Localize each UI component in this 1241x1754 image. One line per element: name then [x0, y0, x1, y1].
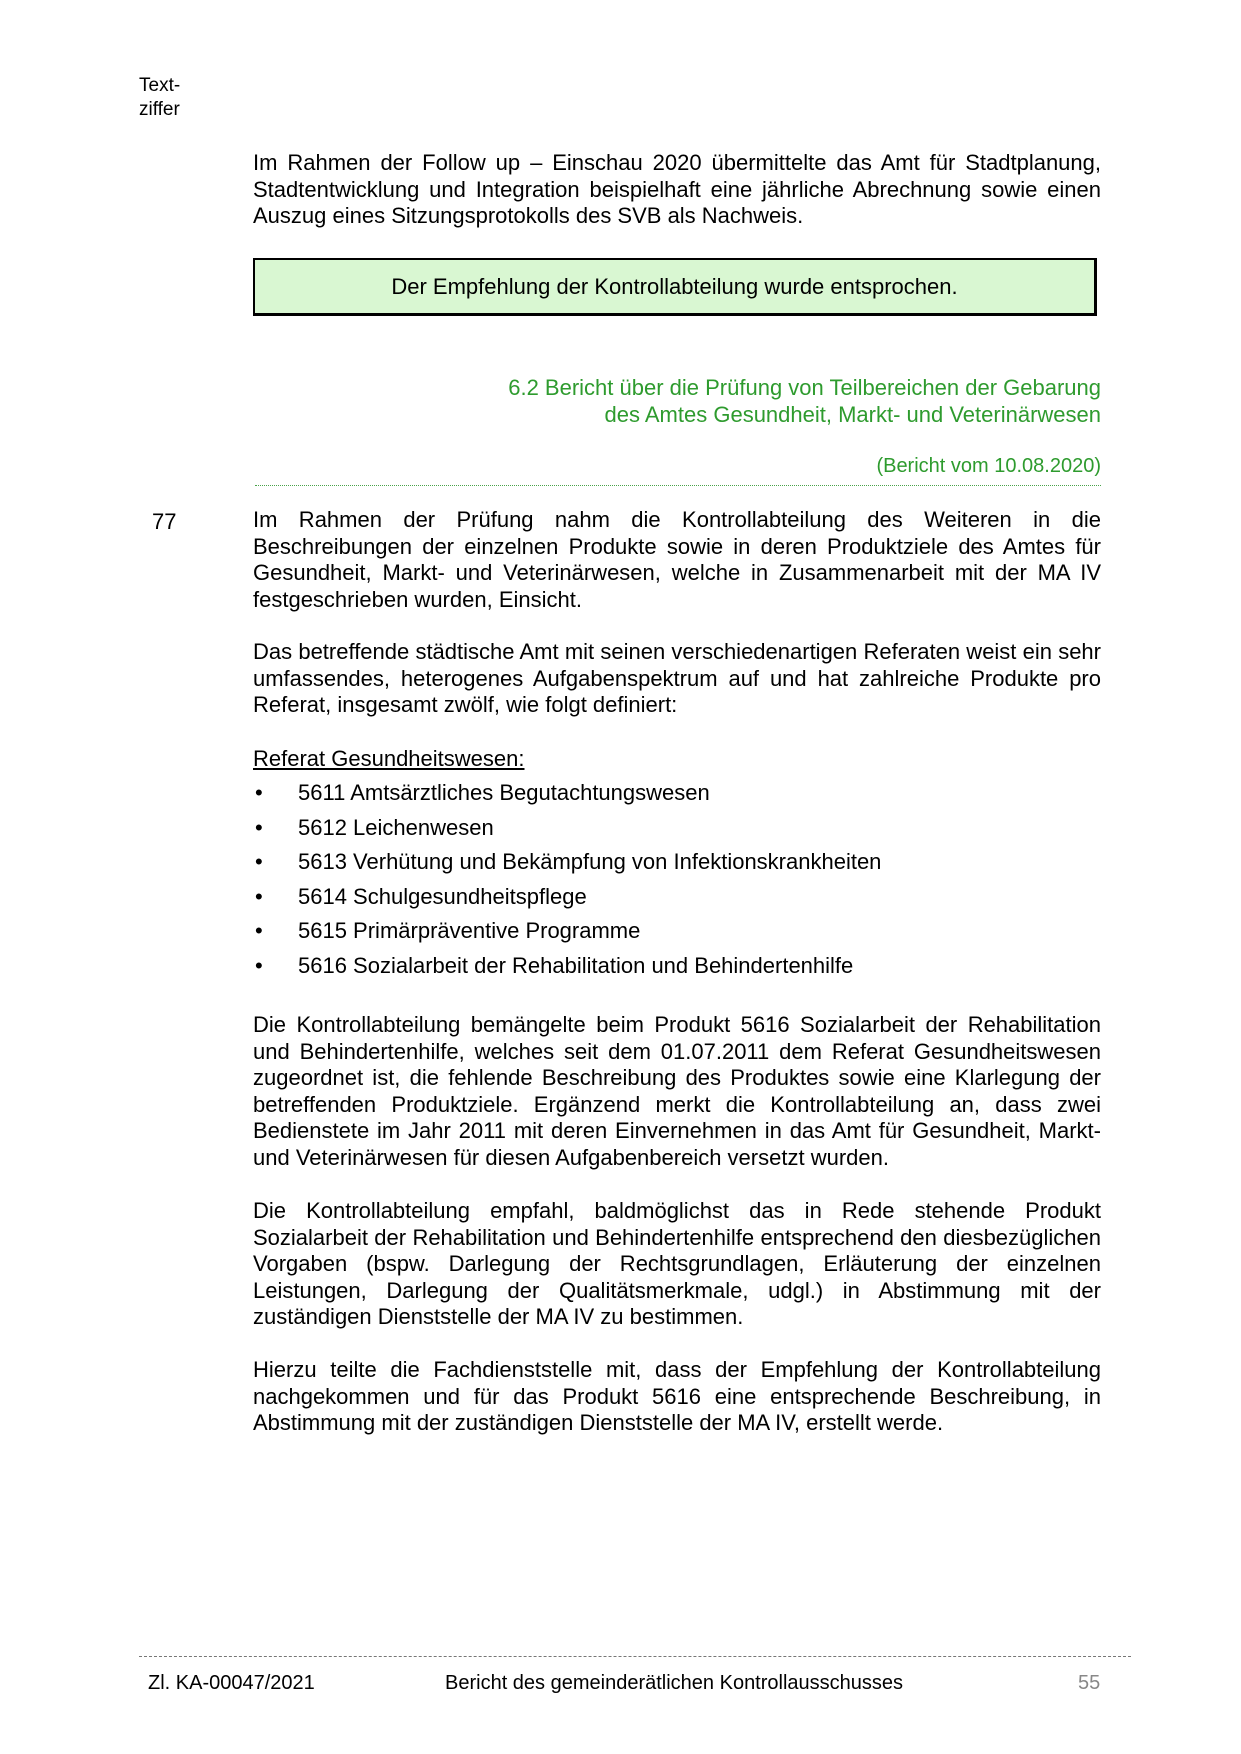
referat-heading: Referat Gesundheitswesen: — [253, 746, 525, 771]
product-label: 5615 Primärpräventive Programme — [298, 918, 641, 943]
textziffer-label-line2: ziffer — [139, 99, 180, 120]
result-box-text: Der Empfehlung der Kontrollabteilung wurde entsprochen. — [391, 273, 958, 299]
list-item — [253, 884, 881, 919]
textziffer-label — [139, 74, 180, 122]
textziffer-label-line1: Text- — [139, 75, 181, 96]
bullet-icon: • — [255, 849, 263, 874]
bullet-icon: • — [255, 952, 263, 978]
product-list — [253, 780, 881, 987]
report-date: (Bericht vom 10.08.2020) — [876, 455, 1101, 477]
bullet-icon: • — [255, 814, 263, 840]
paragraph-3: Die Kontrollabteilung bemängelte beim Produkt 5616 Sozialarbeit der Rehabilitation und Behindertenhilfe, welches seit dem 01.07.2011 dem Referat Gesundheitswesen zugeordnet ist, die fehlende Beschreibung des Produktes sowie eine Klarlegung der betreffenden Produktziele. Ergänzend merkt die Kontrollabteilung an, dass zwei Bedienstete im Jahr 2011 mit deren Einvernehmen in das Amt für Gesundheit, Markt- und Veterinärwesen für diesen Aufgabenbereich versetzt wurden. — [253, 1012, 1101, 1170]
section-heading — [401, 374, 1101, 428]
intro-paragraph: Im Rahmen der Follow up – Einschau 2020 übermittelte das Amt für Stadtplanung, Stadtentwicklung und Integration beispielhaft eine jährliche Abrechnung sowie einen Auszug eines Sitzungsprotokolls des SVB als Nachweis. — [253, 150, 1101, 228]
footer-reference: Zl. KA-00047/2021 — [148, 1672, 315, 1694]
paragraph-4: Die Kontrollabteilung empfahl, baldmöglichst das in Rede stehende Produkt Sozialarbeit der Rehabilitation und Behindertenhilfe entsprechend den diesbezüglichen Vorgaben (bspw. Darlegung der Rechtsgrundlagen, Erläuterung der einzelnen Leistungen, Darlegung der Qualitätsmerkmale, udgl.) in Abstimmung mit der zuständigen Dienststelle der MA IV zu bestimmen. — [253, 1198, 1101, 1329]
list-item — [253, 780, 881, 815]
section-heading-line1: 6.2 Bericht über die Prüfung von Teilbereichen der Gebarung — [508, 375, 1101, 400]
bullet-icon: • — [255, 780, 263, 805]
product-label: 5611 Amtsärztliches Begutachtungswesen — [298, 780, 710, 805]
bullet-icon: • — [255, 918, 263, 943]
section-heading-line2: des Amtes Gesundheit, Markt- und Veterinärwesen — [604, 402, 1101, 427]
product-label: 5614 Schulgesundheitspflege — [298, 883, 587, 909]
section-divider — [255, 485, 1101, 486]
result-box — [253, 258, 1097, 316]
footer-divider — [139, 1656, 1131, 1657]
paragraph-2: Das betreffende städtische Amt mit seinen verschiedenartigen Referaten weist ein sehr umfassendes, heterogenes Aufgabenspektrum auf und hat zahlreiche Produkte pro Referat, insgesamt zwölf, wie folgt definiert: — [253, 639, 1101, 717]
paragraph-5: Hierzu teilte die Fachdienststelle mit, dass der Empfehlung der Kontrollabteilung nachgekommen und für das Produkt 5616 eine entsprechende Beschreibung, in Abstimmung mit der zuständigen Dienststelle der MA IV, erstellt werde. — [253, 1357, 1101, 1435]
product-label: 5616 Sozialarbeit der Rehabilitation und Behindertenhilfe — [298, 952, 854, 978]
list-item — [253, 815, 881, 850]
list-item — [253, 918, 881, 953]
textziffer-number: 77 — [152, 509, 177, 534]
footer-title: Bericht des gemeinderätlichen Kontrollausschusses — [445, 1672, 904, 1694]
list-item — [253, 849, 881, 884]
product-label: 5613 Verhütung und Bekämpfung von Infektionskrankheiten — [298, 849, 882, 874]
bullet-icon: • — [255, 883, 263, 909]
product-label: 5612 Leichenwesen — [298, 814, 494, 840]
page-number: 55 — [1078, 1672, 1101, 1694]
list-item — [253, 953, 881, 988]
paragraph-1: Im Rahmen der Prüfung nahm die Kontrollabteilung des Weiteren in die Beschreibungen der einzelnen Produkte sowie in deren Produktziele des Amtes für Gesundheit, Markt- und Veterinärwesen, welche in Zusammenarbeit mit der MA IV festgeschrieben wurden, Einsicht. — [253, 507, 1101, 612]
